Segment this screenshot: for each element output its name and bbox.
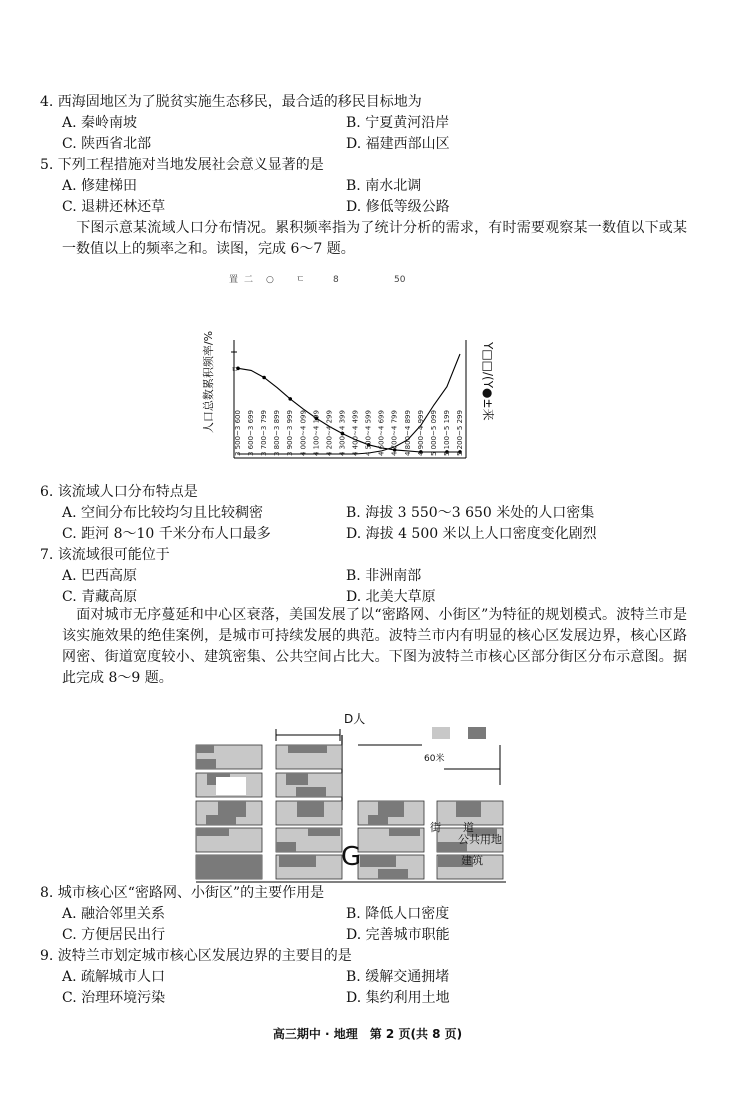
block-building — [368, 815, 388, 825]
chart-x-tick-label: 5 100~5 199 — [442, 410, 451, 456]
block-building — [206, 815, 236, 825]
chart-small-mark: ㄷ — [231, 365, 239, 374]
chart-x-tick-label: 5 200~5 299 — [456, 410, 464, 456]
chart-x-tick-label: 3 900~3 999 — [286, 410, 295, 456]
block-building — [218, 801, 246, 817]
chart-x-tick-label: 4 100~4 199 — [312, 410, 321, 456]
intro-6-7: 下图示意某流域人口分布情况。累积频率指为了统计分析的需求，有时需要观察某一数值以下或某一数值以上的频率之和。读图，完成 6～7 题。 — [62, 220, 687, 257]
chart-y-axis-label: 人口总数累积频率/% — [202, 330, 215, 434]
legend-street-label: 街 道 — [430, 821, 474, 834]
q4-option-d: D. 福建西部山区 — [346, 136, 450, 152]
chart-top-marks — [229, 274, 406, 285]
q4-option-c: C. 陕西省北部 — [62, 136, 152, 152]
map-scale-label: 60米 — [424, 754, 445, 764]
q6-option-b: B. 海拔 3 550～3 650 米处的人口密集 — [346, 505, 595, 521]
legend-building-label: 建筑 — [461, 854, 483, 867]
top-mark: 二 — [244, 275, 254, 285]
top-mark: ○ — [266, 275, 274, 285]
block-open-space — [216, 777, 246, 795]
chart-right-label: Y□□/(Y●±来 — [481, 342, 495, 421]
chart-x-tick-label: 4 800~4 899 — [403, 410, 412, 456]
chart-x-tick-label: 3 700~3 799 — [260, 410, 269, 456]
map-top-label: D人 — [344, 712, 366, 726]
chart-x-tick-label: 4 000~4 099 — [299, 410, 308, 456]
q8-option-c: C. 方便居民出行 — [62, 927, 166, 943]
block-building — [378, 869, 408, 879]
q7-option-d: D. 北美大草原 — [346, 589, 436, 605]
chart-point — [262, 376, 266, 380]
chart-x-tick-label: 4 900~4 999 — [416, 410, 425, 456]
page-footer: 高三期中 · 地理 第 2 页(共 8 页) — [272, 1027, 463, 1041]
q7-option-b: B. 非洲南部 — [346, 568, 422, 584]
q4-stem: 4. 西海固地区为了脱贫实施生态移民，最合适的移民目标地为 — [40, 94, 422, 110]
q4-option-b: B. 宁夏黄河沿岸 — [346, 115, 450, 131]
block-building — [279, 855, 316, 867]
q8-option-a: A. 融洽邻里关系 — [62, 906, 166, 922]
chart-x-tick-label: 4 400~4 499 — [351, 410, 360, 456]
legend-swatch-public — [432, 727, 450, 739]
block-building — [286, 773, 308, 785]
chart-x-tick-label: 3 600~3 699 — [247, 410, 256, 456]
chart-x-tick-label: 4 600~4 699 — [377, 410, 386, 456]
legend-swatch-building — [468, 727, 486, 739]
legend-public-label: 公共用地 — [458, 833, 502, 846]
block-building — [196, 745, 214, 753]
q9-option-d: D. 集约利用土地 — [346, 990, 450, 1006]
block-building — [276, 842, 296, 852]
block-building — [389, 828, 420, 836]
q5-option-b: B. 南水北调 — [346, 178, 422, 194]
chart-x-tick-label: 4 500~4 599 — [364, 410, 373, 456]
q8-stem: 8. 城市核心区“密路网、小街区”的主要作用是 — [40, 885, 325, 901]
q9-option-b: B. 缓解交通拥堵 — [346, 969, 450, 985]
chart-series-line — [238, 354, 460, 454]
q5-option-c: C. 退耕还林还草 — [62, 199, 166, 215]
q6-option-c: C. 距河 8～10 千米分布人口最多 — [62, 526, 271, 542]
block-building — [196, 828, 229, 836]
block-building — [378, 801, 404, 817]
q7-stem: 7. 该流域很可能位于 — [40, 547, 170, 563]
chart-x-tick-label: 3 800~3 899 — [273, 410, 282, 456]
block-building — [360, 855, 396, 867]
chart-x-tick-label: 3 500~3 600 — [234, 410, 242, 456]
block-building — [196, 759, 216, 769]
top-mark: 置 — [229, 275, 239, 285]
block-building — [308, 828, 340, 836]
portland-block-map — [0, 705, 735, 885]
chart-series-line — [238, 368, 460, 452]
block-building — [196, 855, 262, 879]
chart-x-tick-label: 5 000~5 099 — [429, 410, 438, 456]
top-mark: 8 — [333, 275, 339, 285]
q5-option-a: A. 修建梯田 — [62, 178, 138, 194]
q4-option-a: A. 秦岭南坡 — [62, 115, 138, 131]
chart-x-tick-label: 4 700~4 799 — [390, 410, 399, 456]
top-mark: ㄷ — [296, 275, 305, 285]
q5-option-d: D. 修低等级公路 — [346, 199, 450, 215]
chart-plot-area — [231, 340, 466, 458]
chart-point — [288, 397, 292, 401]
block-building — [288, 745, 327, 753]
q8-option-b: B. 降低人口密度 — [346, 906, 450, 922]
q6-option-d: D. 海拔 4 500 米以上人口密度变化剧烈 — [346, 526, 597, 542]
q5-stem: 5. 下列工程措施对当地发展社会意义显著的是 — [40, 157, 324, 173]
population-chart — [0, 262, 735, 477]
top-mark: 50 — [394, 275, 406, 285]
chart-x-tick-label: 4 200~4 299 — [325, 410, 334, 456]
map-g-mark: G — [341, 842, 362, 872]
q6-option-a: A. 空间分布比较均匀且比较稠密 — [62, 505, 264, 521]
q9-option-c: C. 治理环境污染 — [62, 990, 166, 1006]
block-building — [296, 787, 326, 797]
q9-stem: 9. 波特兰市划定城市核心区发展边界的主要目的是 — [40, 948, 352, 964]
chart-x-tick-label: 4 300~4 399 — [338, 410, 347, 456]
block-building — [297, 801, 324, 817]
block-building — [456, 801, 481, 817]
q7-option-a: A. 巴西高原 — [62, 568, 138, 584]
q9-option-a: A. 疏解城市人口 — [62, 969, 166, 985]
intro-8-9: 面对城市无序蔓延和中心区衰落，美国发展了以“密路网、小街区”为特征的规划模式。波特兰市是该实施效果的绝佳案例，是城市可持续发展的典范。波特兰市内有明显的核心区发展边界，核心区路网密、街道宽度较小、建筑密集、公共空间占比大。下图为波特兰市核心区部分街区分布示意图。据此完成 8～9 题。 — [62, 607, 687, 686]
q8-option-d: D. 完善城市职能 — [346, 927, 450, 943]
q6-stem: 6. 该流域人口分布特点是 — [40, 484, 198, 500]
q7-option-c: C. 青藏高原 — [62, 589, 138, 605]
